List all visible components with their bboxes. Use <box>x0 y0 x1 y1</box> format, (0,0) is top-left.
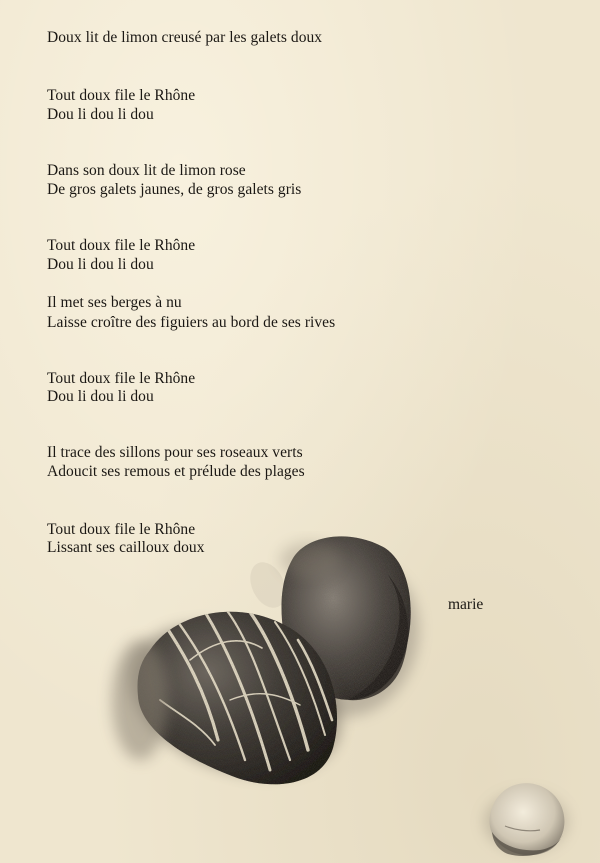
signature: marie <box>448 596 484 613</box>
poem-line: De gros galets jaunes, de gros galets gris <box>47 181 302 198</box>
poem-line: Dou li dou li dou <box>47 388 154 405</box>
poem-line: Laisse croître des figuiers au bord de ses rives <box>47 314 336 331</box>
poem-line: Dou li dou li dou <box>47 256 154 273</box>
poem-line: Dou li dou li dou <box>47 106 154 123</box>
poem-line: Lissant ses cailloux doux <box>47 539 205 556</box>
poem-line: Il met ses berges à nu <box>47 294 182 311</box>
poem-line: Tout doux file le Rhône <box>47 237 196 254</box>
poem-line: Tout doux file le Rhône <box>47 87 196 104</box>
poem-line: Tout doux file le Rhône <box>47 521 196 538</box>
poem-line: Adoucit ses remous et prélude des plages <box>47 463 305 480</box>
poem-line: Doux lit de limon creusé par les galets doux <box>47 29 323 46</box>
poem-line: Il trace des sillons pour ses roseaux verts <box>47 444 303 461</box>
poem-line: Tout doux file le Rhône <box>47 370 196 387</box>
poem-line: Dans son doux lit de limon rose <box>47 162 246 179</box>
